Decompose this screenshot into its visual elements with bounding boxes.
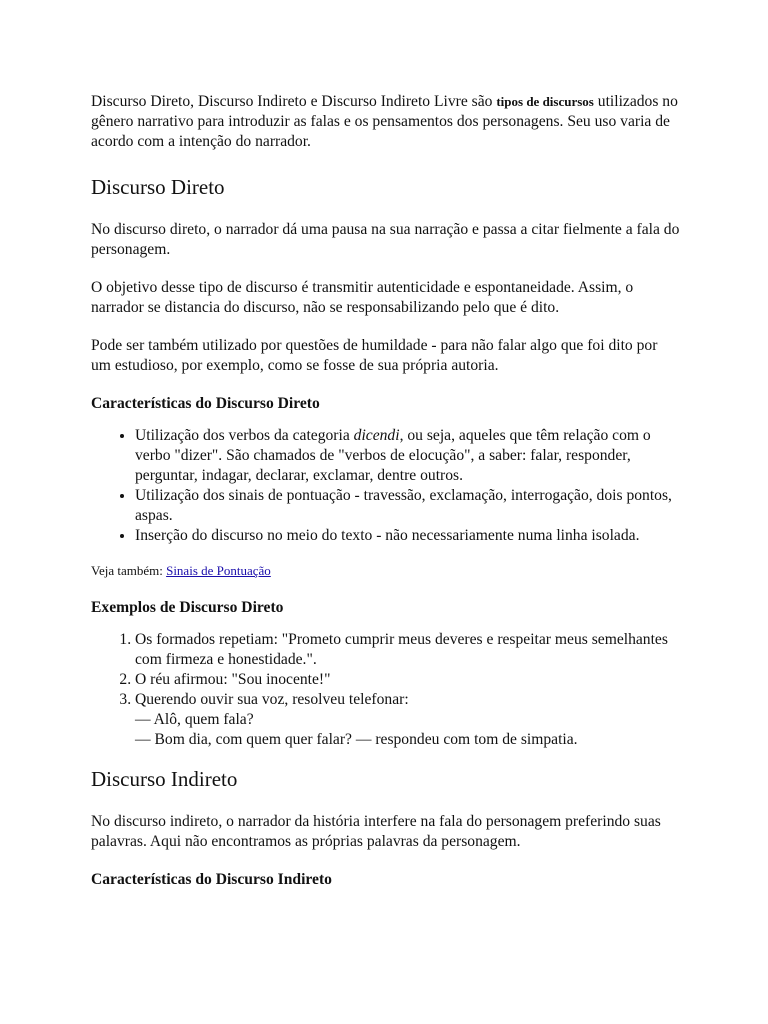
list-item [135, 426, 681, 486]
heading-discurso-indireto: Discurso Indireto [91, 767, 238, 791]
intro-text-continued: utilizados no gênero narrativo para introduzir as falas e os pensamentos dos personagens. Seu uso varia de acordo com a intenção do narrador. [91, 93, 678, 150]
list-item-italic: dicendi [353, 427, 400, 444]
heading-caracteristicas-indireto: Características do Discurso Indireto [91, 871, 332, 888]
list-item [135, 690, 681, 750]
list-item: 1. Os formados repetiam: "Prometo cumprir meus deveres e respeitar meus semelhantes com firmeza e honestidade.". [135, 630, 681, 670]
list-item: • Inserção do discurso no meio do texto - não necessariamente numa linha isolada. [135, 526, 681, 546]
direto-paragraph-3: Pode ser também utilizado por questões de humildade - para não falar algo que foi dito por um estudioso, por exemplo, como se fosse de sua própria autoria. [91, 337, 658, 374]
list-item: • Utilização dos sinais de pontuação - travessão, exclamação, interrogação, dois pontos, aspas. [135, 486, 681, 526]
heading-caracteristicas-direto: Características do Discurso Direto [91, 395, 320, 412]
heading-discurso-direto: Discurso Direto [91, 175, 225, 199]
example-dialogue-line: — Bom dia, com quem quer falar? — respondeu com tom de simpatia. [135, 731, 578, 748]
intro-paragraph [91, 92, 681, 152]
caracteristicas-direto-list [91, 426, 681, 546]
list-item: 2. O réu afirmou: "Sou inocente!" [135, 670, 681, 690]
example-line: 3. Querendo ouvir sua voz, resolveu telefonar: [135, 691, 409, 708]
intro-bold-term: tipos de discursos [496, 94, 594, 109]
heading-exemplos-direto: Exemplos de Discurso Direto [91, 599, 284, 616]
intro-text: Discurso Direto, Discurso Indireto e Discurso Indireto Livre são [91, 93, 497, 110]
direto-paragraph-2: O objetivo desse tipo de discurso é transmitir autenticidade e espontaneidade. Assim, o narrador se distancia do discurso, não se responsabilizando pelo que é dito. [91, 279, 634, 316]
direto-paragraph-1: No discurso direto, o narrador dá uma pausa na sua narração e passa a citar fielmente a fala do personagem. [91, 221, 680, 258]
article-content [91, 92, 681, 902]
indireto-paragraph-1: No discurso indireto, o narrador da história interfere na fala do personagem preferindo suas palavras. Aqui não encontramos as próprias palavras da personagem. [91, 813, 661, 850]
example-dialogue-line: — Alô, quem fala? [135, 711, 254, 728]
see-also [91, 562, 681, 580]
list-item-text-continued: , ou seja, aqueles que têm relação com o verbo "dizer". São chamados de "verbos de elocução", a saber: falar, responder, perguntar, indagar, declarar, exclamar, dentre outros. [135, 427, 651, 484]
sinais-de-pontuacao-link[interactable]: Sinais de Pontuação [166, 563, 271, 578]
see-also-label: Veja também: [91, 563, 167, 578]
exemplos-direto-list [91, 630, 681, 750]
list-item-text: Utilização dos verbos da categoria [135, 427, 354, 444]
